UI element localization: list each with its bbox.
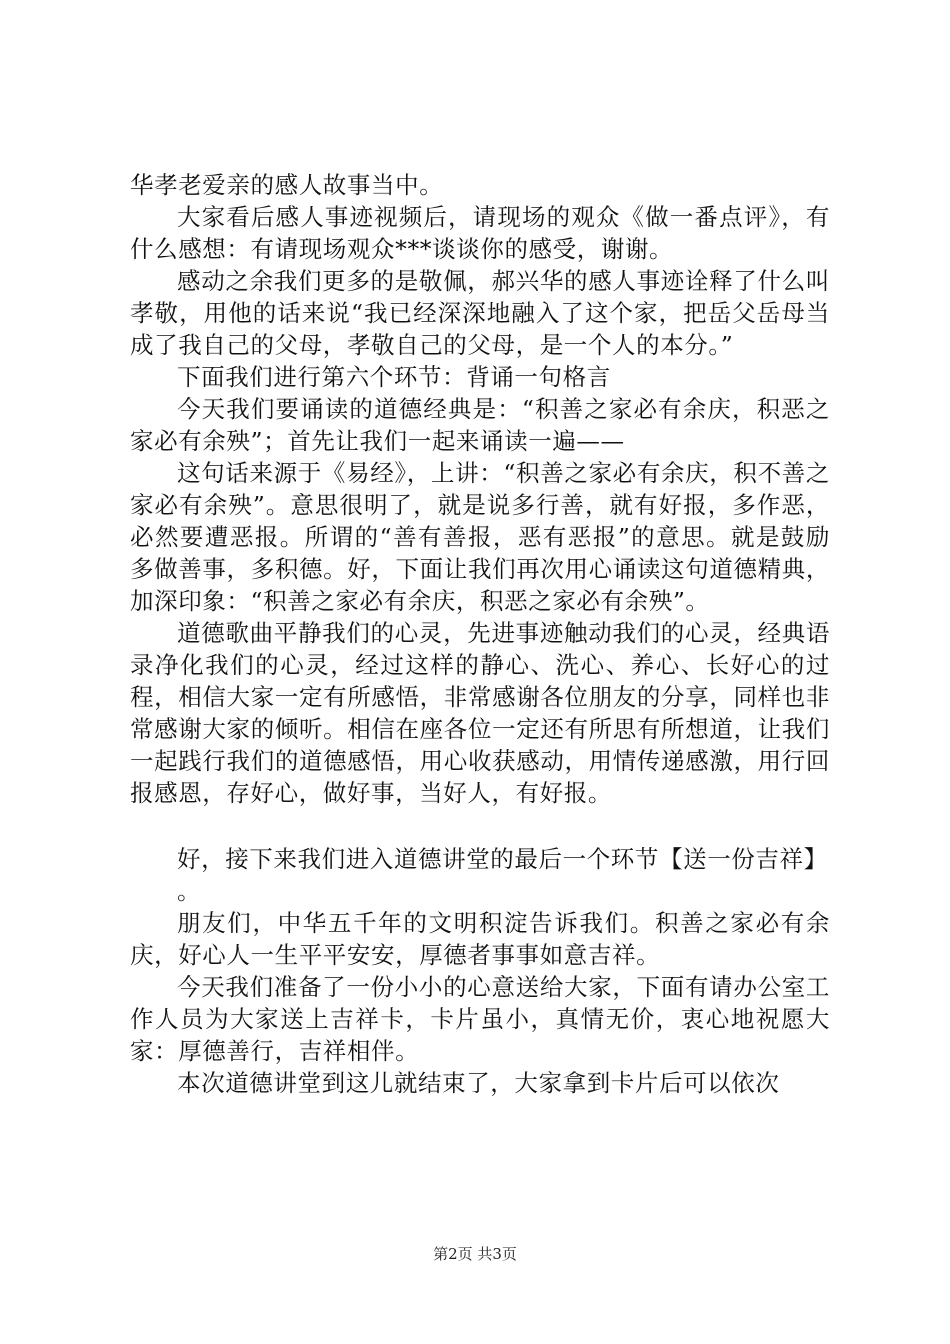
paragraph-continuation: 华孝老爱亲的感人故事当中。 (130, 171, 444, 199)
paragraph-section-six: 下面我们进行第六个环节：背诵一句格言 (177, 363, 611, 391)
paragraph-final-section: 好，接下来我们进入道德讲堂的最后一个环节【送一份吉祥】 (177, 845, 828, 873)
paragraph-gift-cards: 今天我们准备了一份小小的心意送给大家，下面有请办公室工作人员为大家送上吉祥卡，卡片虽小，真情无价，衷心地祝愿大家：厚德善行，吉祥相伴。 (130, 973, 830, 1065)
page-number-footer: 第2页 共3页 (433, 1245, 517, 1263)
paragraph-yijing-explanation: 这句话来源于《易经》，上讲：“积善之家必有余庆，积不善之家必有余殃”。意思很明了，就是说多行善，就有好报，多作恶，必然要遭恶报。所谓的“善有善报，恶有恶报”的意思。就是鼓励多做善事，多积德。好，下面让我们再次用心诵读这句道德精典，加深印象：“积善之家必有余庆，积恶之家必有余殃”。 (130, 459, 830, 615)
paragraph-comment-invite: 大家看后感人事迹视频后，请现场的观众《做一番点评》，有什么感想：有请现场观众***谈谈你的感受，谢谢。 (130, 203, 830, 263)
paragraph-admiration: 感动之余我们更多的是敬佩，郝兴华的感人事迹诠释了什么叫孝敬，用他的话来说“我已经深深地融入了这个家，把岳父岳母当成了我自己的父母，孝敬自己的父母，是一个人的本分。” (130, 267, 830, 359)
paragraph-classic-recital: 今天我们要诵读的道德经典是：“积善之家必有余庆，积恶之家必有余殃”；首先让我们一起来诵读一遍—— (130, 395, 830, 455)
paragraph-period: 。 (177, 877, 202, 905)
paragraph-reflection: 道德歌曲平静我们的心灵，先进事迹触动我们的心灵，经典语录净化我们的心灵，经过这样的静心、洗心、养心、长好心的过程，相信大家一定有所感悟，非常感谢各位朋友的分享，同样也非常感谢大家的倾听。相信在座各位一定还有所思有所想道，让我们一起践行我们的道德感悟，用心收获感动，用情传递感激，用行回报感恩，存好心，做好事，当好人，有好报。 (130, 619, 830, 807)
document-body (130, 169, 830, 1099)
paragraph-friends: 朋友们，中华五千年的文明积淀告诉我们。积善之家必有余庆，好心人一生平平安安，厚德者事事如意吉祥。 (130, 909, 830, 969)
paragraph-closing: 本次道德讲堂到这儿就结束了，大家拿到卡片后可以依次 (177, 1069, 780, 1097)
